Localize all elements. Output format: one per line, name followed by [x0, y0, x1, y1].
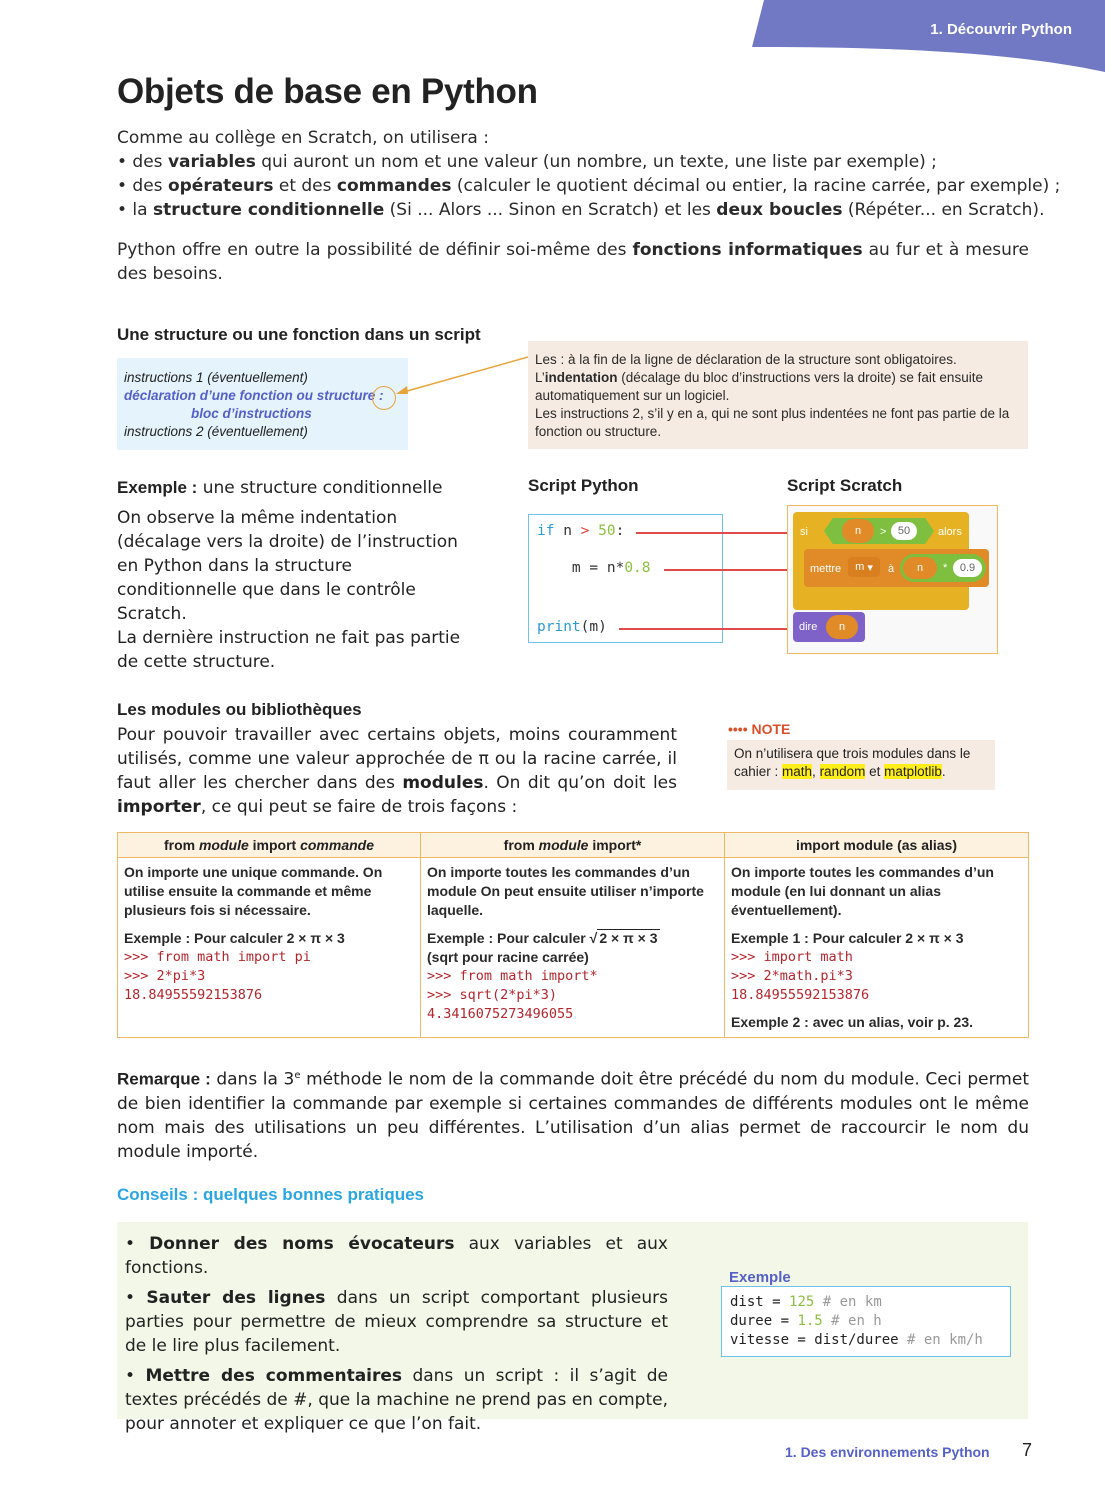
table-column-import-all	[421, 833, 725, 1037]
column-description: On importe une unique commande. On utilise ensuite la commande et même plusieurs fois si nécessaire.	[124, 864, 383, 918]
scratch-var-dropdown: m ▾	[848, 557, 880, 577]
tip-item: • Sauter des lignes dans un script comportant plusieurs parties pour permettre de mieux comprendre sa structure et de le lire plus facilement.	[125, 1288, 669, 1356]
structure-line-instructions-2: instructions 2 (éventuellement)	[124, 424, 308, 439]
table-column-import-command	[118, 833, 421, 1037]
intro-bullet-structures: • la structure conditionnelle (Si ... Alors ... Sinon en Scratch) et les deux boucles (Répéter... en Scratch).	[117, 200, 1045, 220]
column-header: from module import commande	[118, 833, 420, 858]
code-line-if: if n > 50:	[537, 523, 625, 539]
connector-line-if	[636, 532, 791, 534]
code-output: 4.3416075273496055	[427, 1006, 574, 1022]
modules-note-box: On n’utilisera que trois modules dans le cahier : math, random et matplotlib.	[727, 740, 995, 790]
structure-line-declaration: déclaration d’une fonction ou structure :	[124, 388, 384, 403]
example-heading: Exemple : une structure conditionnelle	[117, 478, 443, 498]
scratch-set-label: mettre	[810, 563, 842, 575]
tips-heading: Conseils : quelques bonnes pratiques	[117, 1185, 424, 1204]
column-example-note: (sqrt pour racine carrée)	[427, 949, 589, 965]
footer-chapter-label: 1. Des environnements Python	[785, 1444, 990, 1460]
scratch-value-50: 50	[891, 522, 917, 540]
code-line-assign: m = n*0.8	[537, 560, 651, 576]
code-line-print: print(m)	[537, 619, 607, 635]
column-example: Exemple 1 : Pour calculer 2 × π × 3	[731, 930, 964, 946]
tip-item: • Donner des noms évocateurs aux variables et aux fonctions.	[125, 1234, 668, 1278]
remark-paragraph: Remarque : dans la 3e méthode le nom de la commande doit être précédé du nom du module. Ceci permet de bien identifier la commande par exemple si certaines commandes de différents modules ont le même nom mais des utilisations un peu différentes. L’utilisation d’un alias permet de raccourcir le nom du module importé.	[117, 1069, 1029, 1162]
connector-line-assign	[664, 569, 804, 571]
intro-lead: Comme au collège en Scratch, on utilisera :	[117, 128, 489, 148]
intro-bullet-operators: • des opérateurs et des commandes (calculer le quotient décimal ou entier, la racine carrée, par exemple) ;	[117, 176, 1061, 196]
tips-list	[125, 1232, 668, 1442]
scratch-say-var-n: n	[826, 615, 858, 639]
page-number: 7	[1022, 1440, 1033, 1460]
arrow-icon	[390, 355, 530, 400]
scratch-script-heading: Script Scratch	[787, 476, 903, 495]
structure-line-instructions-1: instructions 1 (éventuellement)	[124, 370, 308, 385]
tip-item: • Mettre des commentaires dans un script : il s’agit de textes précédés de #, que la machine ne prend pas en compte, pour annoter et expliquer ce que l’on fait.	[125, 1366, 668, 1434]
code-line: duree = 1.5 # en h	[730, 1313, 882, 1329]
code-output: 18.84955592153876	[731, 987, 870, 1003]
scratch-expr-var-n: n	[903, 557, 937, 579]
code-output: 18.84955592153876	[124, 987, 263, 1003]
python-script-heading: Script Python	[528, 476, 639, 495]
chapter-label: 1. Découvrir Python	[930, 21, 1072, 38]
column-example: Exemple : Pour calculer √ 2 × π × 3	[427, 930, 658, 946]
column-example: Exemple : Pour calculer 2 × π × 3	[124, 930, 345, 946]
column-description: On importe toutes les commandes d’un module On peut ensuite utiliser n’importe laquelle.	[427, 864, 704, 918]
code-line: vitesse = dist/duree # en km/h	[730, 1332, 983, 1348]
note-line-indentation: L’indentation (décalage du bloc d’instructions vers la droite) se fait ensuite automatiquement sur un logiciel.	[535, 370, 983, 403]
scratch-condition-block	[824, 518, 934, 544]
code-line: >>> from math import*	[427, 968, 598, 984]
note-line-colon: Les : à la fin de la ligne de déclaration de la structure sont obligatoires.	[535, 352, 957, 367]
structure-note-box	[528, 341, 1028, 449]
column-example-2: Exemple 2 : avec un alias, voir p. 23.	[731, 1014, 974, 1030]
import-methods-table	[117, 832, 1029, 1038]
structure-line-block: bloc d’instructions	[191, 406, 312, 421]
connector-line-print	[619, 628, 791, 630]
column-header: import module (as alias)	[725, 833, 1028, 858]
tips-example-label: Exemple	[729, 1269, 791, 1286]
column-description: On importe toutes les commandes d’un module (en lui donnant un alias éventuellement).	[731, 864, 994, 918]
scratch-var-n: n	[842, 519, 874, 543]
scratch-op-gt: >	[880, 526, 887, 538]
page-title: Objets de base en Python	[117, 72, 538, 111]
intro-bullet-variables: • des variables qui auront un nom et une valeur (un nombre, un texte, une liste par exemple) ;	[117, 152, 937, 172]
scratch-say-label: dire	[799, 621, 818, 633]
scratch-op-multiply: *	[943, 562, 948, 574]
scratch-script-box	[787, 505, 998, 654]
scratch-to-label: à	[888, 563, 895, 575]
code-line: >>> sqrt(2*pi*3)	[427, 987, 558, 1003]
code-line: >>> from math import pi	[124, 949, 311, 965]
scratch-value-09: 0.9	[953, 559, 982, 577]
note-line-instructions-2: Les instructions 2, s’il y en a, qui ne sont plus indentées ne font pas partie de la fonction ou structure.	[535, 406, 1010, 439]
code-line: >>> 2*pi*3	[124, 968, 206, 984]
intro-section	[117, 126, 1061, 222]
note-label: •••• NOTE	[728, 721, 791, 737]
column-header: from module import*	[421, 833, 724, 858]
structure-heading: Une structure ou une fonction dans un script	[117, 325, 481, 344]
modules-paragraph: Pour pouvoir travailler avec certains objets, moins couramment utilisés, comme une valeur approchée de π ou la racine carrée, il faut aller les chercher dans des modules. On dit qu’on doit les importer, ce qui peut se faire de trois façons :	[117, 725, 677, 817]
table-column-import-module	[725, 833, 1028, 1037]
code-line: >>> import math	[731, 949, 853, 965]
structure-diagram-box	[117, 358, 408, 450]
code-line: dist = 125 # en km	[730, 1294, 882, 1310]
example-description: On observe la même indentation (décalage vers la droite) de l’instruction en Python dans la structure conditionnelle que dans le contrôle Scratch. La dernière instruction ne fait pas partie de cette structure.	[117, 508, 461, 672]
scratch-then-label: alors	[938, 526, 962, 538]
scratch-if-label: si	[800, 526, 808, 538]
intro-functions-paragraph: Python offre en outre la possibilité de définir soi-même des fonctions informatiques au fur et à mesure des besoins.	[117, 240, 1029, 284]
code-line: >>> 2*math.pi*3	[731, 968, 853, 984]
tips-example-code	[721, 1286, 1011, 1357]
modules-heading: Les modules ou bibliothèques	[117, 700, 362, 719]
